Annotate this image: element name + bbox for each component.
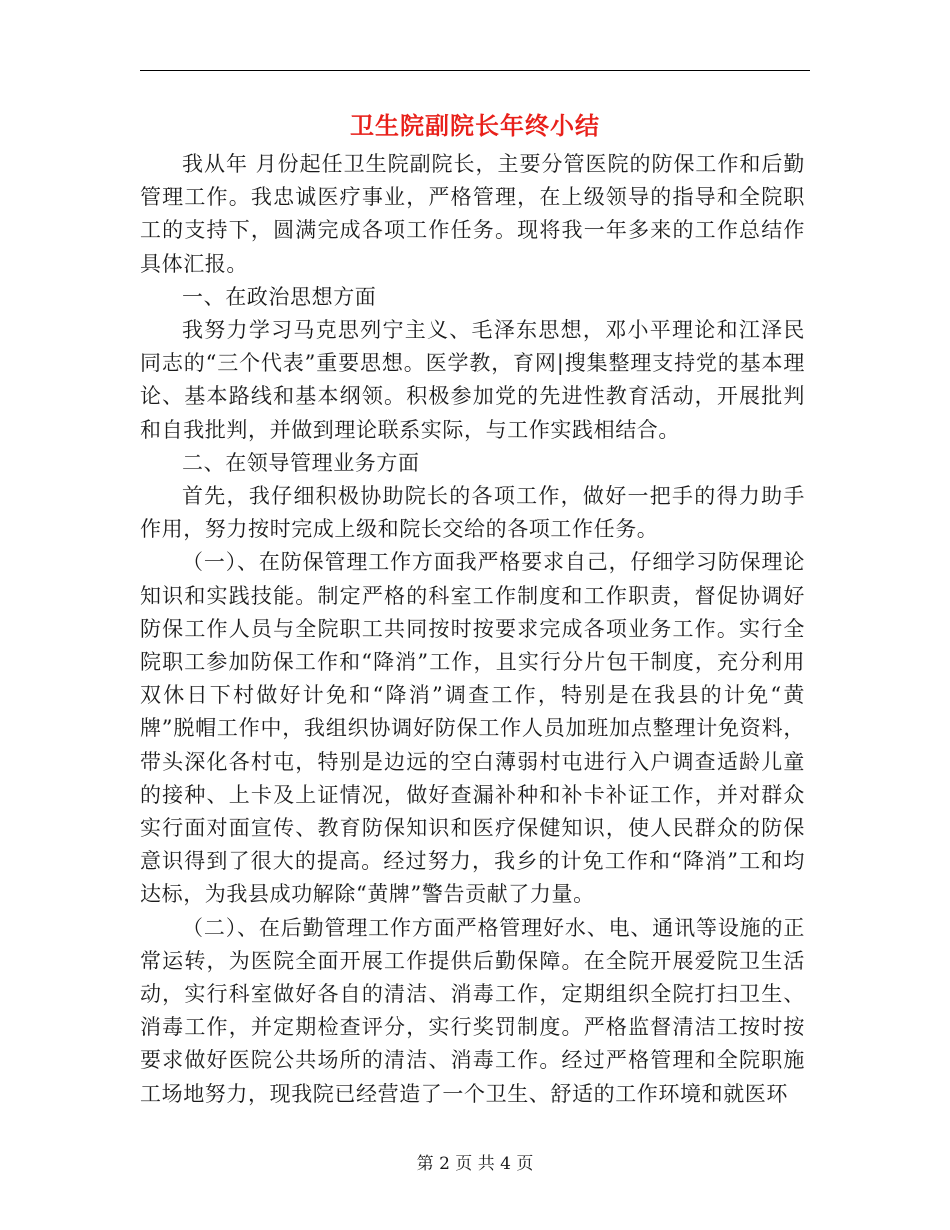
paragraph-intro: 我从年 月份起任卫生院副院长，主要分管医院的防保工作和后勤管理工作。我忠诚医疗事业，严格管理，在上级领导的指导和全院职工的支持下，圆满完成各项工作任务。现将我一年多来的工作总结作具体汇报。 xyxy=(140,152,805,276)
document-title: 卫生院副院长年终小结 xyxy=(350,111,600,140)
paragraph-prevention: （一）、在防保管理工作方面我严格要求自己，仔细学习防保理论知识和实践技能。制定严格的科室工作制度和工作职责，督促协调好防保工作人员与全院职工共同按时按要求完成各项业务工作。实行全院职工参加防保工作和“降消”工作，且实行分片包干制度，充分利用双休日下村做好计免和“降消”调查工作，特别是在我县的计免“黄牌”脱帽工作中，我组织协调好防保工作人员加班加点整理计免资料，带头深化各村屯，特别是边远的空白薄弱村屯进行入户调查适龄儿童的接种、上卡及上证情况，做好查漏补种和补卡补证工作，并对群众实行面对面宣传、教育防保知识和医疗保健知识，使人民群众的防保意识得到了很大的提高。经过努力，我乡的计免工作和“降消”工和均达标，为我县成功解除“黄牌”警告贡献了力量。 xyxy=(140,550,805,907)
paragraph-political: 我努力学习马克思列宁主义、毛泽东思想，邓小平理论和江泽民同志的“三个代表”重要思想。医学教，育网|搜集整理支持党的基本理论、基本路线和基本纲领。积极参加党的先进性教育活动，开展批判和自我批判，并做到理论联系实际，与工作实践相结合。 xyxy=(140,318,805,442)
header-rule xyxy=(140,70,810,71)
section-heading-political: 一、在政治思想方面 xyxy=(182,284,377,309)
page-number: 第 2 页 共 4 页 xyxy=(416,1154,534,1174)
paragraph-logistics: （二）、在后勤管理工作方面严格管理好水、电、通讯等设施的正常运转，为医院全面开展工作提供后勤保障。在全院开展爱院卫生活动，实行科室做好各自的清洁、消毒工作，定期组织全院打扫卫生、消毒工作，并定期检查评分，实行奖罚制度。严格监督清洁工按时按要求做好医院公共场所的清洁、消毒工作。经过严格管理和全院职施工场地努力，现我院已经营造了一个卫生、舒适的工作环境和就医环 xyxy=(140,915,805,1106)
document-body xyxy=(140,148,805,1111)
section-heading-management: 二、在领导管理业务方面 xyxy=(182,450,420,475)
paragraph-management-first: 首先，我仔细积极协助院长的各项工作，做好一把手的得力助手作用，努力按时完成上级和院长交给的各项工作任务。 xyxy=(140,484,805,542)
